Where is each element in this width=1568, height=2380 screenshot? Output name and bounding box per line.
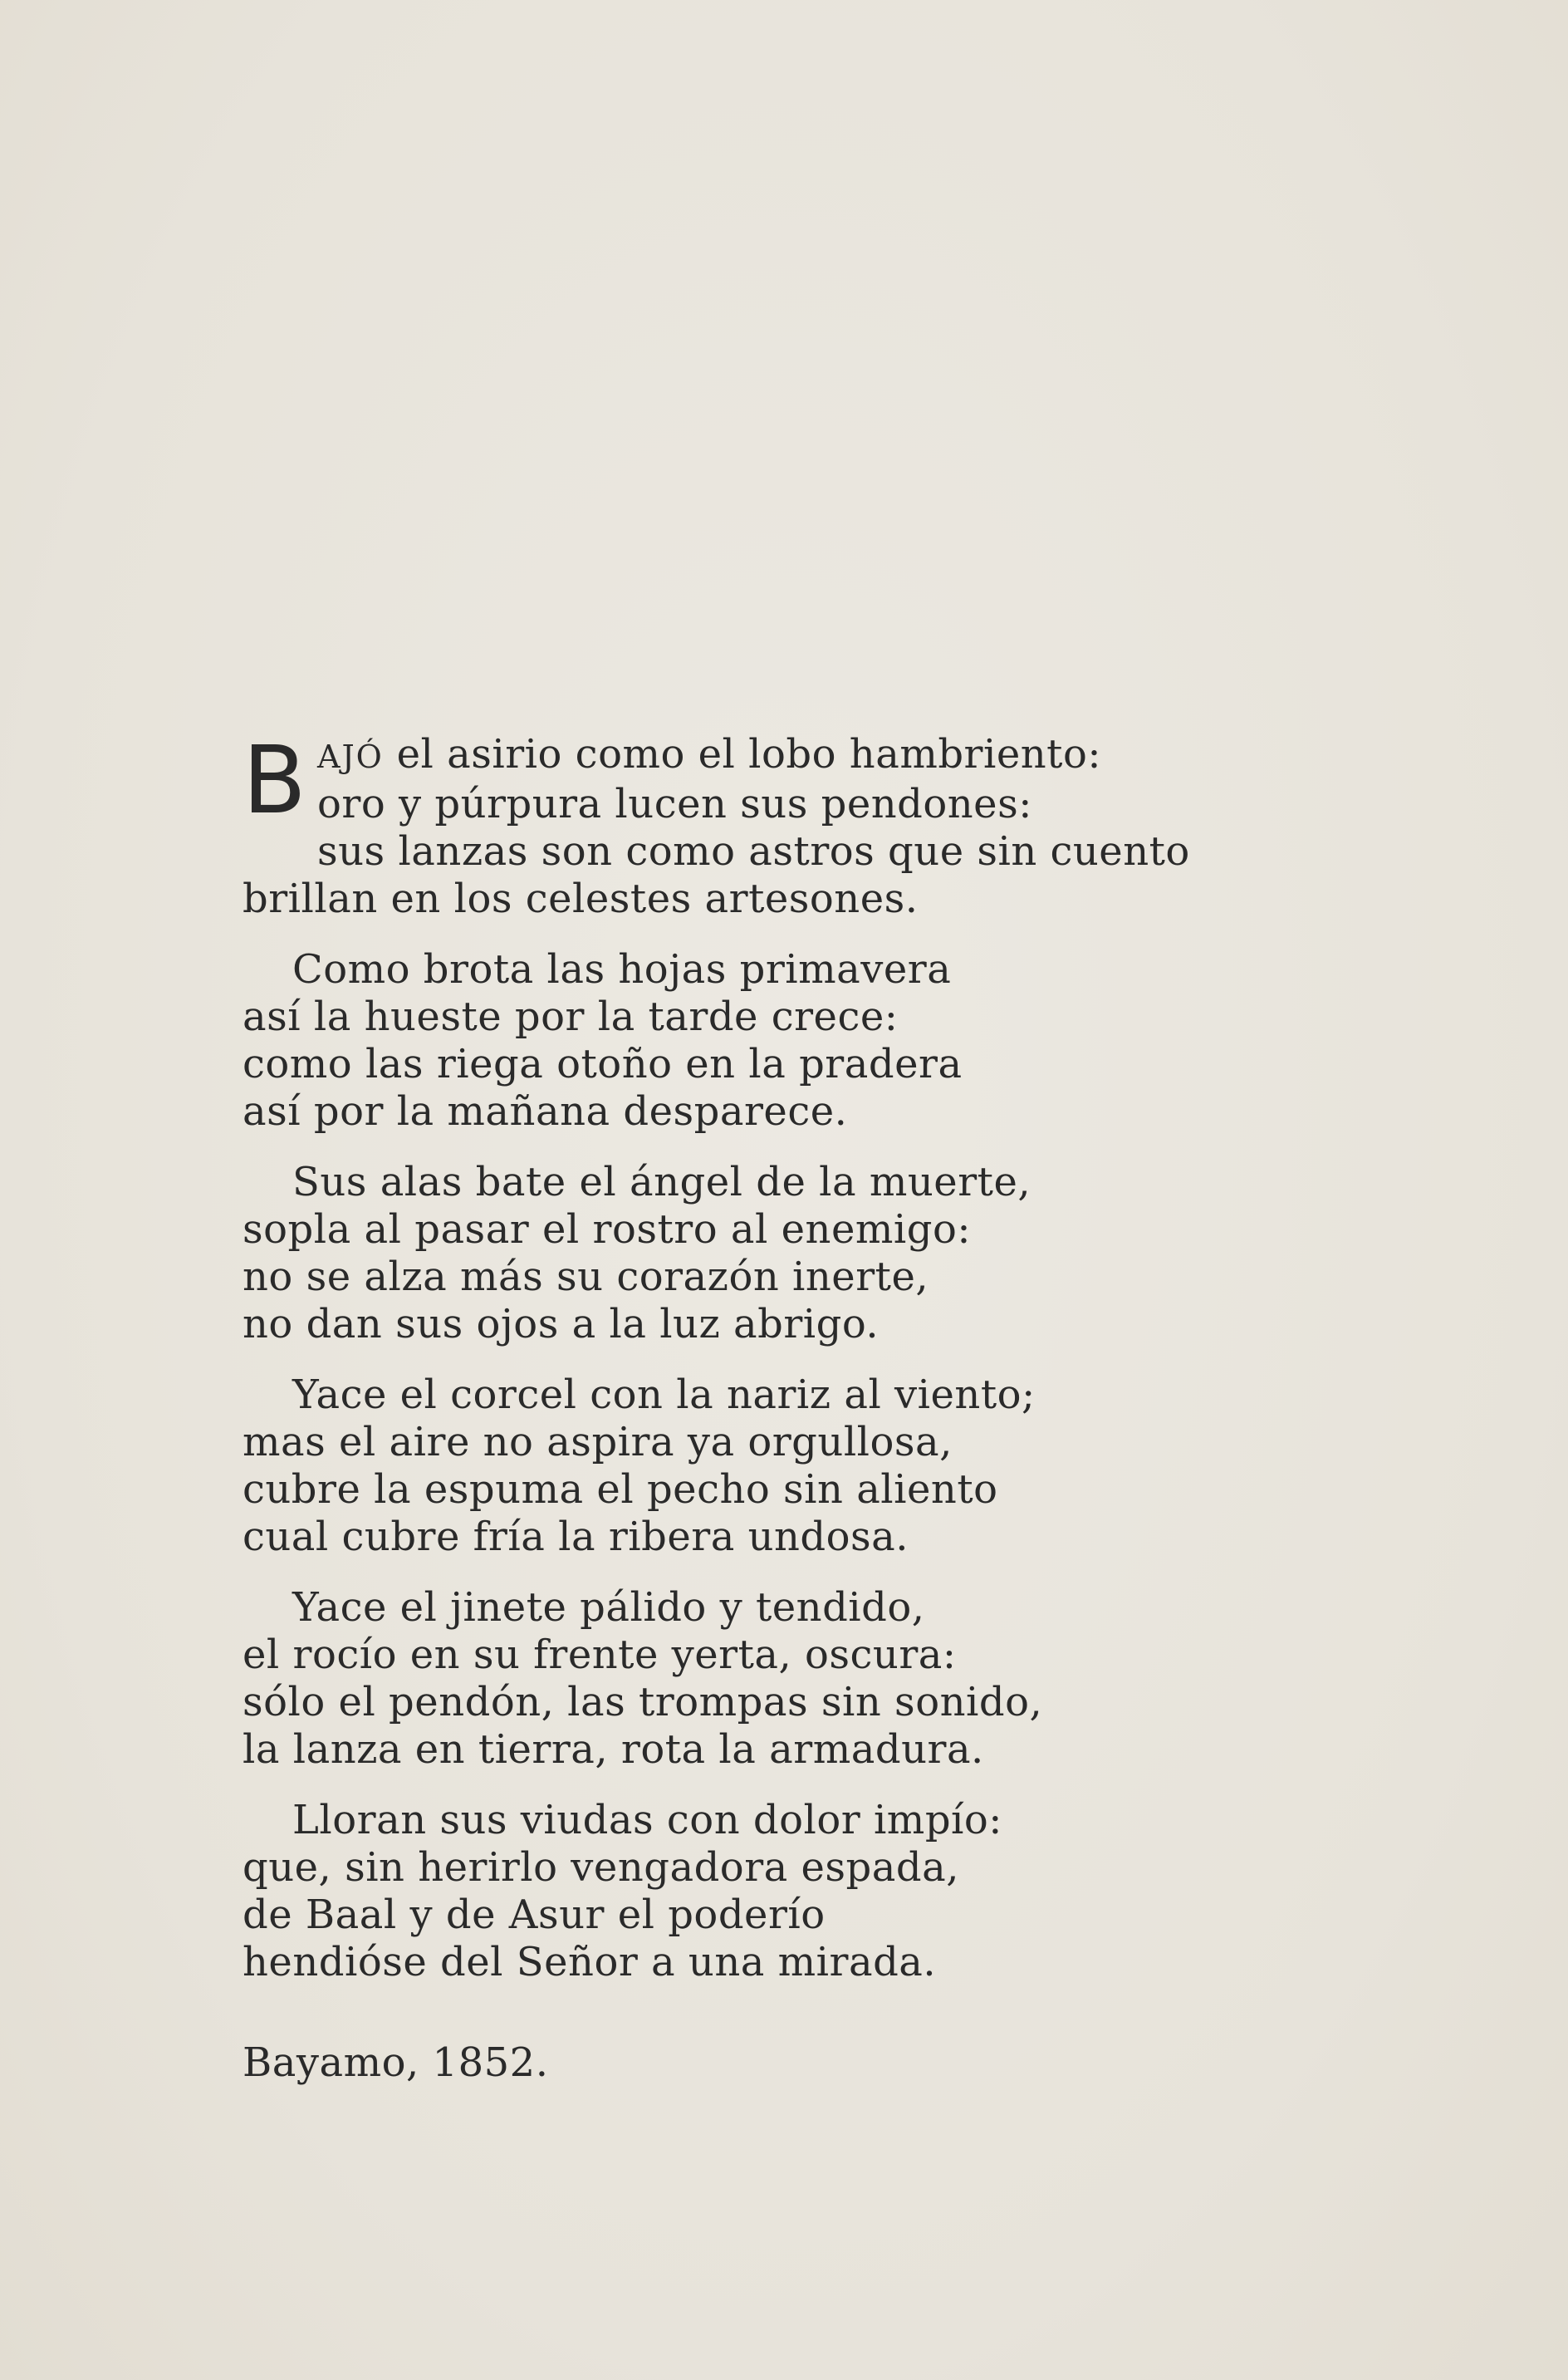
poem-line: la lanza en tierra, rota la armadura.	[243, 1726, 984, 1773]
poem-line: el rocío en su frente yerta, oscura:	[243, 1632, 957, 1678]
poem-line: mas el aire no aspira ya orgullosa,	[243, 1419, 953, 1465]
dateline: Bayamo, 1852.	[243, 2039, 549, 2086]
first-word-smallcaps: AJÓ	[317, 739, 384, 775]
poem-line: que, sin herirlo vengadora espada,	[243, 1844, 959, 1891]
poem-line: así la hueste por la tarde crece:	[243, 994, 899, 1040]
stanza-3	[243, 1159, 1447, 1348]
poem-line: no se alza más su corazón inerte,	[243, 1254, 929, 1300]
stanza-2	[243, 946, 1447, 1136]
poem-line-text: el asirio como el lobo hambriento:	[396, 731, 1102, 778]
poem-line: sólo el pendón, las trompas sin sonido,	[243, 1679, 1043, 1725]
poem-line: cubre la espuma el pecho sin aliento	[243, 1466, 998, 1513]
poem-line: así por la mañana desparece.	[243, 1088, 848, 1135]
poem-line: no dan sus ojos a la luz abrigo.	[243, 1301, 880, 1347]
stanza-6	[243, 1797, 1447, 1986]
poem-line	[243, 731, 1447, 781]
stanza-1	[243, 727, 1447, 923]
poem-line: como las riega otoño en la pradera	[243, 1041, 963, 1087]
poem-line: sopla al pasar el rostro al enemigo:	[243, 1206, 972, 1253]
poem-line: sus lanzas son como astros que sin cuento	[317, 828, 1190, 875]
stanza-5	[243, 1584, 1447, 1774]
drop-cap: B	[243, 727, 307, 835]
poem-line: cual cubre fría la ribera undosa.	[243, 1514, 909, 1560]
poem-line: Yace el jinete pálido y tendido,	[292, 1584, 925, 1631]
poem-line: de Baal y de Asur el poderío	[243, 1892, 826, 1938]
poem-line: Lloran sus viudas con dolor impío:	[292, 1797, 1002, 1843]
poem-line: brillan en los celestes artesones.	[243, 876, 919, 922]
poem-line: Yace el corcel con la nariz al viento;	[292, 1372, 1036, 1418]
poem-line: hendióse del Señor a una mirada.	[243, 1939, 937, 1985]
poem-line: Sus alas bate el ángel de la muerte,	[292, 1159, 1031, 1205]
poem-line: Como brota las hojas primavera	[292, 946, 952, 993]
stanza-4	[243, 1372, 1447, 1561]
poem-body	[243, 727, 1447, 2087]
poem-line: oro y púrpura lucen sus pendones:	[317, 781, 1032, 827]
